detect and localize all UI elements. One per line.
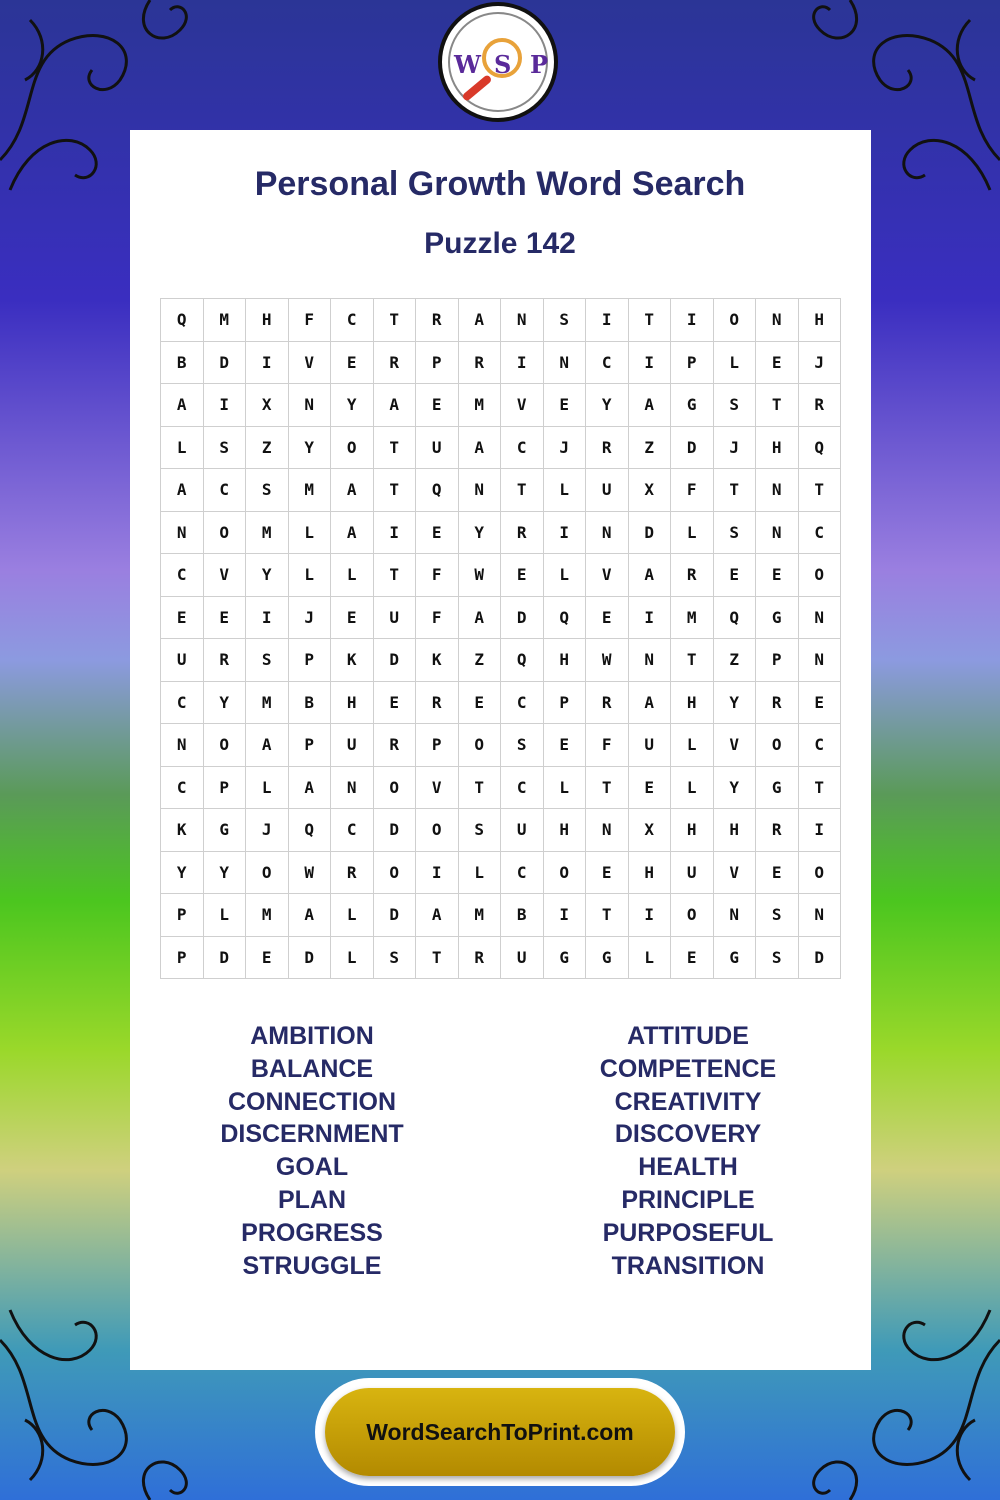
grid-cell[interactable]: F — [416, 554, 459, 597]
grid-cell[interactable]: L — [246, 767, 289, 810]
grid-cell[interactable]: Z — [629, 427, 672, 470]
grid-cell[interactable]: E — [374, 682, 417, 725]
grid-cell[interactable]: T — [799, 469, 842, 512]
grid-cell[interactable]: O — [416, 809, 459, 852]
grid-cell[interactable]: L — [459, 852, 502, 895]
grid-cell[interactable]: D — [799, 937, 842, 980]
word-item: AMBITION — [250, 1022, 374, 1050]
grid-cell[interactable]: E — [714, 554, 757, 597]
letter-grid — [160, 298, 841, 979]
grid-cell[interactable]: V — [416, 767, 459, 810]
grid-cell[interactable]: L — [714, 342, 757, 385]
grid-cell[interactable]: T — [374, 554, 417, 597]
word-item: GOAL — [275, 1153, 349, 1182]
grid-cell[interactable]: R — [204, 639, 247, 682]
grid-cell[interactable]: E — [544, 384, 587, 427]
grid-cell[interactable]: A — [459, 597, 502, 640]
grid-cell[interactable]: M — [459, 894, 502, 937]
puzzle-title: Personal Growth Word Search — [254, 165, 746, 203]
grid-cell[interactable]: V — [289, 342, 332, 385]
grid-cell[interactable]: D — [289, 937, 332, 980]
grid-cell[interactable]: E — [501, 554, 544, 597]
grid-cell[interactable]: D — [671, 427, 714, 470]
grid-cell[interactable]: A — [459, 427, 502, 470]
grid-cell[interactable]: I — [246, 342, 289, 385]
grid-cell[interactable]: H — [331, 682, 374, 725]
grid-cell[interactable]: S — [501, 724, 544, 767]
grid-cell[interactable]: O — [714, 299, 757, 342]
grid-cell[interactable]: E — [544, 724, 587, 767]
grid-cell[interactable]: P — [671, 342, 714, 385]
grid-cell[interactable]: A — [416, 894, 459, 937]
word-item: COMPETENCE — [599, 1054, 777, 1083]
grid-cell[interactable]: U — [501, 937, 544, 980]
grid-cell[interactable]: T — [586, 767, 629, 810]
grid-cell[interactable]: I — [374, 512, 417, 555]
grid-cell[interactable]: O — [459, 724, 502, 767]
grid-cell[interactable]: H — [246, 299, 289, 342]
grid-cell[interactable]: C — [586, 342, 629, 385]
grid-cell[interactable]: U — [671, 852, 714, 895]
grid-cell[interactable]: C — [331, 299, 374, 342]
grid-cell[interactable]: A — [629, 554, 672, 597]
grid-cell[interactable]: W — [459, 554, 502, 597]
grid-cell[interactable]: I — [629, 894, 672, 937]
grid-cell[interactable]: K — [161, 809, 204, 852]
word-item: CREATIVITY — [614, 1087, 762, 1116]
grid-cell[interactable]: C — [331, 809, 374, 852]
grid-cell[interactable]: I — [544, 894, 587, 937]
grid-cell[interactable]: V — [501, 384, 544, 427]
grid-cell[interactable]: V — [714, 852, 757, 895]
grid-cell[interactable]: I — [586, 299, 629, 342]
grid-cell[interactable]: G — [714, 937, 757, 980]
grid-cell[interactable]: T — [586, 894, 629, 937]
grid-cell[interactable]: I — [204, 384, 247, 427]
grid-cell[interactable]: R — [459, 937, 502, 980]
grid-cell[interactable]: B — [289, 682, 332, 725]
grid-cell[interactable]: R — [756, 809, 799, 852]
grid-cell[interactable]: S — [714, 384, 757, 427]
word-item: STRUGGLE — [242, 1251, 382, 1280]
grid-cell[interactable]: E — [671, 937, 714, 980]
grid-cell[interactable]: T — [671, 639, 714, 682]
grid-cell[interactable]: O — [374, 767, 417, 810]
grid-cell[interactable]: T — [374, 299, 417, 342]
word-item: ATTITUDE — [627, 1022, 749, 1050]
grid-cell[interactable]: E — [331, 342, 374, 385]
grid-cell[interactable]: N — [586, 809, 629, 852]
grid-cell[interactable]: C — [799, 512, 842, 555]
grid-cell[interactable]: T — [799, 767, 842, 810]
grid-cell[interactable]: T — [629, 299, 672, 342]
grid-cell[interactable]: N — [544, 342, 587, 385]
grid-cell[interactable]: C — [161, 554, 204, 597]
grid-cell[interactable]: U — [501, 809, 544, 852]
grid-cell[interactable]: O — [374, 852, 417, 895]
grid-cell[interactable]: P — [204, 767, 247, 810]
logo-letter-w: W — [454, 50, 481, 79]
grid-cell[interactable]: A — [629, 682, 672, 725]
grid-cell[interactable]: Z — [459, 639, 502, 682]
grid-cell[interactable]: Z — [714, 639, 757, 682]
grid-cell[interactable]: E — [416, 512, 459, 555]
grid-cell[interactable]: Y — [289, 427, 332, 470]
grid-cell[interactable]: P — [544, 682, 587, 725]
grid-cell[interactable]: P — [161, 937, 204, 980]
grid-cell[interactable]: W — [586, 639, 629, 682]
grid-cell[interactable]: F — [586, 724, 629, 767]
grid-cell[interactable]: S — [714, 512, 757, 555]
word-item: DISCERNMENT — [220, 1120, 404, 1149]
grid-cell[interactable]: D — [374, 894, 417, 937]
grid-cell[interactable]: M — [246, 894, 289, 937]
grid-cell[interactable]: E — [629, 767, 672, 810]
grid-cell[interactable]: I — [501, 342, 544, 385]
grid-cell[interactable]: R — [799, 384, 842, 427]
grid-cell[interactable]: J — [799, 342, 842, 385]
grid-cell[interactable]: A — [459, 299, 502, 342]
grid-cell[interactable]: P — [289, 724, 332, 767]
grid-cell[interactable]: E — [459, 682, 502, 725]
grid-cell[interactable]: Q — [289, 809, 332, 852]
grid-cell[interactable]: E — [586, 597, 629, 640]
grid-cell[interactable]: D — [204, 937, 247, 980]
grid-cell[interactable]: L — [544, 767, 587, 810]
grid-cell[interactable]: C — [204, 469, 247, 512]
grid-cell[interactable]: U — [374, 597, 417, 640]
grid-cell[interactable]: Y — [586, 384, 629, 427]
grid-cell[interactable]: R — [374, 342, 417, 385]
grid-cell[interactable]: A — [289, 767, 332, 810]
grid-cell[interactable]: D — [629, 512, 672, 555]
grid-cell[interactable]: S — [756, 937, 799, 980]
grid-cell[interactable]: E — [586, 852, 629, 895]
grid-cell[interactable]: L — [161, 427, 204, 470]
grid-cell[interactable]: N — [799, 639, 842, 682]
grid-cell[interactable]: N — [756, 512, 799, 555]
grid-cell[interactable]: B — [161, 342, 204, 385]
puzzle-number: Puzzle 142 — [424, 227, 576, 260]
grid-cell[interactable]: R — [501, 512, 544, 555]
grid-cell[interactable]: Z — [246, 427, 289, 470]
wsp-logo — [438, 2, 558, 122]
grid-cell[interactable]: Y — [246, 554, 289, 597]
grid-cell[interactable]: H — [799, 299, 842, 342]
word-list-right — [558, 1020, 818, 1282]
grid-cell[interactable]: G — [544, 937, 587, 980]
grid-cell[interactable]: I — [246, 597, 289, 640]
grid-cell[interactable]: G — [204, 809, 247, 852]
grid-cell[interactable]: L — [204, 894, 247, 937]
grid-cell[interactable]: O — [331, 427, 374, 470]
grid-cell[interactable]: P — [416, 724, 459, 767]
grid-cell[interactable]: I — [799, 809, 842, 852]
grid-cell[interactable]: L — [671, 512, 714, 555]
grid-cell[interactable]: R — [331, 852, 374, 895]
grid-cell[interactable]: S — [204, 427, 247, 470]
grid-cell[interactable]: J — [289, 597, 332, 640]
grid-cell[interactable]: K — [331, 639, 374, 682]
grid-cell[interactable]: T — [374, 469, 417, 512]
grid-cell[interactable]: F — [671, 469, 714, 512]
grid-cell[interactable]: L — [331, 937, 374, 980]
grid-cell[interactable]: E — [331, 597, 374, 640]
grid-cell[interactable]: R — [459, 342, 502, 385]
grid-cell[interactable]: H — [671, 682, 714, 725]
grid-cell[interactable]: V — [714, 724, 757, 767]
grid-cell[interactable]: O — [204, 724, 247, 767]
grid-cell[interactable]: F — [289, 299, 332, 342]
grid-cell[interactable]: T — [374, 427, 417, 470]
grid-cell[interactable]: U — [416, 427, 459, 470]
grid-cell[interactable]: O — [544, 852, 587, 895]
grid-cell[interactable]: A — [246, 724, 289, 767]
grid-cell[interactable]: A — [374, 384, 417, 427]
grid-cell[interactable]: O — [204, 512, 247, 555]
grid-cell[interactable]: U — [331, 724, 374, 767]
grid-cell[interactable]: I — [416, 852, 459, 895]
grid-cell[interactable]: E — [161, 597, 204, 640]
grid-cell[interactable]: I — [671, 299, 714, 342]
footer-site-text: WordSearchToPrint.com — [366, 1418, 634, 1445]
grid-cell[interactable]: E — [756, 554, 799, 597]
grid-cell[interactable]: N — [799, 894, 842, 937]
grid-cell[interactable]: I — [629, 342, 672, 385]
grid-cell[interactable]: J — [714, 427, 757, 470]
grid-cell[interactable]: R — [586, 682, 629, 725]
grid-cell[interactable]: X — [629, 469, 672, 512]
grid-cell[interactable]: N — [501, 299, 544, 342]
word-item: PURPOSEFUL — [602, 1218, 774, 1247]
grid-cell[interactable]: C — [501, 427, 544, 470]
grid-cell[interactable]: S — [756, 894, 799, 937]
grid-cell[interactable]: O — [756, 724, 799, 767]
grid-cell[interactable]: X — [629, 809, 672, 852]
grid-cell[interactable]: S — [374, 937, 417, 980]
grid-cell[interactable]: O — [799, 852, 842, 895]
grid-cell[interactable]: X — [246, 384, 289, 427]
grid-cell[interactable]: K — [416, 639, 459, 682]
grid-cell[interactable]: I — [544, 512, 587, 555]
grid-cell[interactable]: M — [459, 384, 502, 427]
grid-cell[interactable]: Q — [544, 597, 587, 640]
grid-cell[interactable]: D — [374, 639, 417, 682]
grid-cell[interactable]: R — [374, 724, 417, 767]
grid-cell[interactable]: G — [671, 384, 714, 427]
grid-cell[interactable]: P — [416, 342, 459, 385]
grid-cell[interactable]: C — [501, 852, 544, 895]
grid-cell[interactable]: C — [501, 767, 544, 810]
grid-cell[interactable]: A — [331, 512, 374, 555]
grid-cell[interactable]: G — [756, 597, 799, 640]
grid-cell[interactable]: O — [799, 554, 842, 597]
word-item: TRANSITION — [611, 1251, 765, 1280]
grid-cell[interactable]: N — [799, 597, 842, 640]
grid-cell[interactable]: D — [501, 597, 544, 640]
grid-cell[interactable]: M — [246, 682, 289, 725]
grid-cell[interactable]: N — [161, 724, 204, 767]
grid-cell[interactable]: U — [629, 724, 672, 767]
grid-cell[interactable]: E — [799, 682, 842, 725]
grid-cell[interactable]: S — [246, 469, 289, 512]
grid-cell[interactable]: Y — [714, 682, 757, 725]
grid-cell[interactable]: G — [756, 767, 799, 810]
word-item: PLAN — [277, 1185, 347, 1214]
grid-cell[interactable]: C — [161, 682, 204, 725]
grid-cell[interactable]: V — [204, 554, 247, 597]
grid-cell[interactable]: S — [459, 809, 502, 852]
grid-cell[interactable]: L — [671, 767, 714, 810]
grid-cell[interactable]: P — [161, 894, 204, 937]
grid-cell[interactable]: L — [331, 894, 374, 937]
grid-cell[interactable]: A — [161, 469, 204, 512]
grid-cell[interactable]: N — [161, 512, 204, 555]
grid-cell[interactable]: R — [586, 427, 629, 470]
grid-cell[interactable]: B — [501, 894, 544, 937]
grid-cell[interactable]: N — [714, 894, 757, 937]
grid-cell[interactable]: N — [289, 384, 332, 427]
grid-cell[interactable]: Q — [714, 597, 757, 640]
grid-cell[interactable]: D — [374, 809, 417, 852]
grid-cell[interactable]: N — [586, 512, 629, 555]
grid-cell[interactable]: M — [289, 469, 332, 512]
grid-cell[interactable]: E — [756, 852, 799, 895]
grid-cell[interactable]: L — [331, 554, 374, 597]
grid-cell[interactable]: L — [544, 554, 587, 597]
grid-cell[interactable]: J — [544, 427, 587, 470]
logo-letter-s: S — [494, 50, 512, 79]
grid-cell[interactable]: U — [161, 639, 204, 682]
word-item: DISCOVERY — [614, 1120, 762, 1149]
grid-cell[interactable]: O — [671, 894, 714, 937]
grid-cell[interactable]: H — [671, 809, 714, 852]
grid-cell[interactable]: Y — [161, 852, 204, 895]
grid-cell[interactable]: R — [756, 682, 799, 725]
grid-cell[interactable]: R — [416, 299, 459, 342]
word-item: HEALTH — [638, 1153, 738, 1182]
grid-cell[interactable]: V — [586, 554, 629, 597]
grid-cell[interactable]: E — [416, 384, 459, 427]
logo-letter-p: P — [530, 50, 549, 79]
grid-cell[interactable]: Y — [204, 852, 247, 895]
grid-cell[interactable]: N — [756, 469, 799, 512]
grid-cell[interactable]: L — [629, 937, 672, 980]
grid-cell[interactable]: Q — [501, 639, 544, 682]
grid-cell[interactable]: N — [756, 299, 799, 342]
grid-cell[interactable]: Q — [416, 469, 459, 512]
grid-cell[interactable]: W — [289, 852, 332, 895]
grid-cell[interactable]: A — [161, 384, 204, 427]
grid-cell[interactable]: S — [544, 299, 587, 342]
grid-cell[interactable]: A — [629, 384, 672, 427]
grid-cell[interactable]: D — [204, 342, 247, 385]
grid-cell[interactable]: Y — [331, 384, 374, 427]
grid-cell[interactable]: L — [544, 469, 587, 512]
grid-cell[interactable]: G — [586, 937, 629, 980]
grid-cell[interactable]: M — [246, 512, 289, 555]
grid-cell[interactable]: C — [161, 767, 204, 810]
grid-cell[interactable]: R — [671, 554, 714, 597]
grid-cell[interactable]: S — [246, 639, 289, 682]
word-item: BALANCE — [250, 1054, 374, 1083]
word-list-left — [182, 1020, 442, 1282]
grid-cell[interactable]: R — [416, 682, 459, 725]
grid-cell[interactable]: M — [204, 299, 247, 342]
grid-cell[interactable]: Y — [459, 512, 502, 555]
grid-cell[interactable]: N — [331, 767, 374, 810]
grid-cell[interactable]: C — [799, 724, 842, 767]
grid-cell[interactable]: C — [501, 682, 544, 725]
word-item: PROGRESS — [241, 1218, 383, 1247]
grid-cell[interactable]: T — [714, 469, 757, 512]
grid-cell[interactable]: T — [501, 469, 544, 512]
grid-cell[interactable]: H — [544, 809, 587, 852]
grid-cell[interactable]: H — [544, 639, 587, 682]
grid-cell[interactable]: Q — [799, 427, 842, 470]
grid-cell[interactable]: E — [756, 342, 799, 385]
grid-cell[interactable]: Q — [161, 299, 204, 342]
grid-cell[interactable]: T — [416, 937, 459, 980]
grid-cell[interactable]: U — [586, 469, 629, 512]
footer-site-link[interactable] — [325, 1388, 675, 1476]
grid-cell[interactable]: O — [246, 852, 289, 895]
grid-cell[interactable]: Y — [714, 767, 757, 810]
grid-cell[interactable]: F — [416, 597, 459, 640]
grid-cell[interactable]: L — [289, 512, 332, 555]
grid-cell[interactable]: A — [289, 894, 332, 937]
grid-cell[interactable]: L — [671, 724, 714, 767]
grid-cell[interactable]: T — [459, 767, 502, 810]
grid-cell[interactable]: A — [331, 469, 374, 512]
grid-cell[interactable]: H — [756, 427, 799, 470]
grid-cell[interactable]: E — [246, 937, 289, 980]
grid-cell[interactable]: M — [671, 597, 714, 640]
grid-cell[interactable]: N — [629, 639, 672, 682]
grid-cell[interactable]: L — [289, 554, 332, 597]
grid-cell[interactable]: H — [629, 852, 672, 895]
grid-cell[interactable]: T — [756, 384, 799, 427]
grid-cell[interactable]: I — [629, 597, 672, 640]
grid-cell[interactable]: P — [289, 639, 332, 682]
grid-cell[interactable]: P — [756, 639, 799, 682]
grid-cell[interactable]: E — [204, 597, 247, 640]
grid-cell[interactable]: J — [246, 809, 289, 852]
word-item: PRINCIPLE — [621, 1185, 755, 1214]
grid-cell[interactable]: Y — [204, 682, 247, 725]
word-item: CONNECTION — [227, 1087, 397, 1116]
grid-cell[interactable]: H — [714, 809, 757, 852]
grid-cell[interactable]: N — [459, 469, 502, 512]
